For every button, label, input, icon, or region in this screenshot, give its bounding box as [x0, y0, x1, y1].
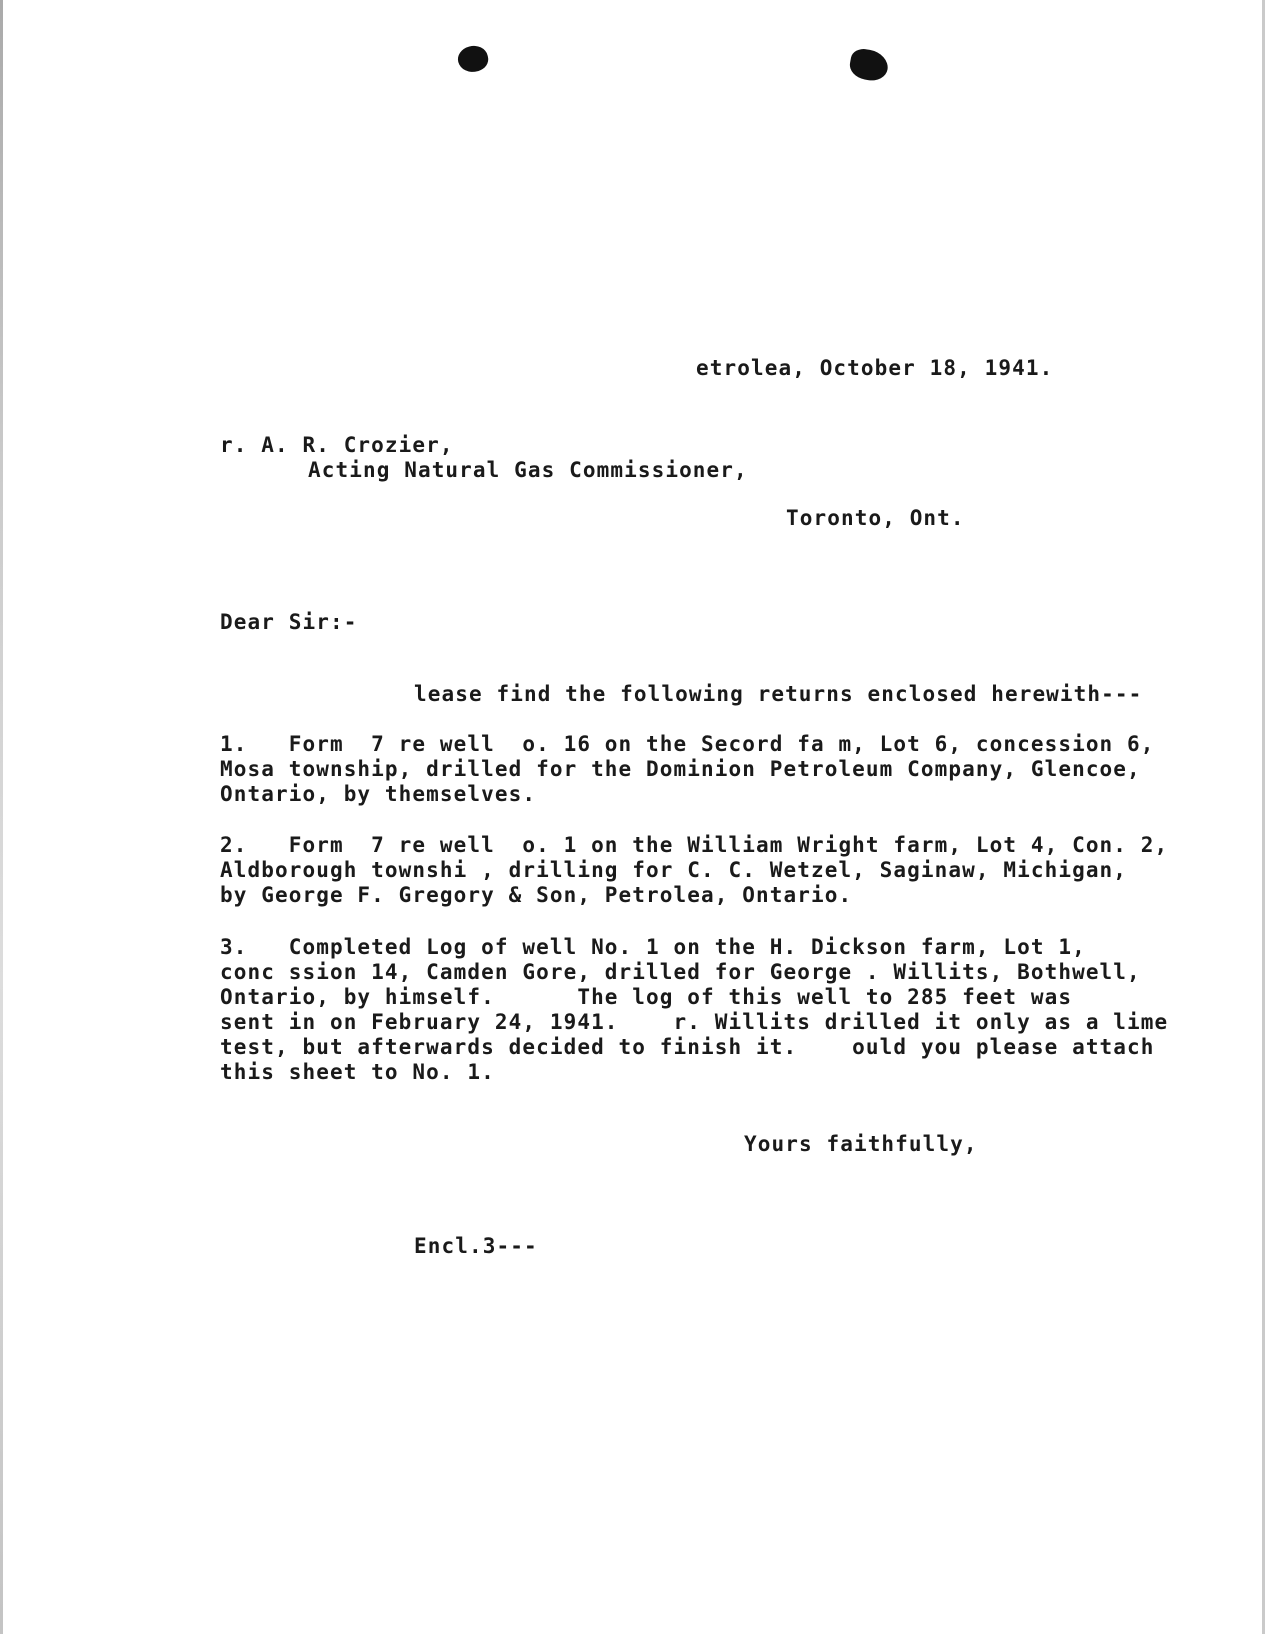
item-line: Ontario, by himself. The log of this well to 285 feet was [220, 985, 1073, 1009]
item-line: sent in on February 24, 1941. r. Willits drilled it only as a lime [220, 1010, 1169, 1034]
punch-hole-left [455, 43, 491, 76]
intro-paragraph: lease find the following returns enclosed herewith--- [414, 682, 1143, 706]
item-line: 1. Form 7 re well o. 16 on the Secord fa m, Lot 6, concession 6, [220, 732, 1155, 756]
recipient-name: r. A. R. Crozier, [220, 433, 454, 457]
punch-hole-right [848, 47, 891, 83]
recipient-title: Acting Natural Gas Commissioner, [308, 458, 748, 482]
item-line: 2. Form 7 re well o. 1 on the William Wright farm, Lot 4, Con. 2, [220, 833, 1169, 857]
item-line: conc ssion 14, Camden Gore, drilled for George . Willits, Bothwell, [220, 960, 1141, 984]
salutation: Dear Sir:- [220, 610, 358, 634]
enclosure-item-3 [220, 935, 1240, 1085]
closing: Yours faithfully, [744, 1132, 978, 1156]
item-line: test, but afterwards decided to finish it. ould you please attach [220, 1035, 1155, 1059]
item-line: 3. Completed Log of well No. 1 on the H. Dickson farm, Lot 1, [220, 935, 1086, 959]
letter-date: etrolea, October 18, 1941. [696, 356, 1054, 380]
item-line: Aldborough townshi , drilling for C. C. Wetzel, Saginaw, Michigan, [220, 858, 1128, 882]
enclosure-item-2 [220, 833, 1240, 908]
scan-edge-left [0, 0, 3, 1634]
item-line: this sheet to No. 1. [220, 1060, 495, 1084]
item-line: Mosa township, drilled for the Dominion Petroleum Company, Glencoe, [220, 757, 1141, 781]
enclosure-item-1 [220, 732, 1240, 807]
recipient-city: Toronto, Ont. [786, 506, 965, 530]
enclosure-note: Encl.3--- [414, 1234, 538, 1258]
item-line: by George F. Gregory & Son, Petrolea, Ontario. [220, 883, 853, 907]
item-line: Ontario, by themselves. [220, 782, 537, 806]
